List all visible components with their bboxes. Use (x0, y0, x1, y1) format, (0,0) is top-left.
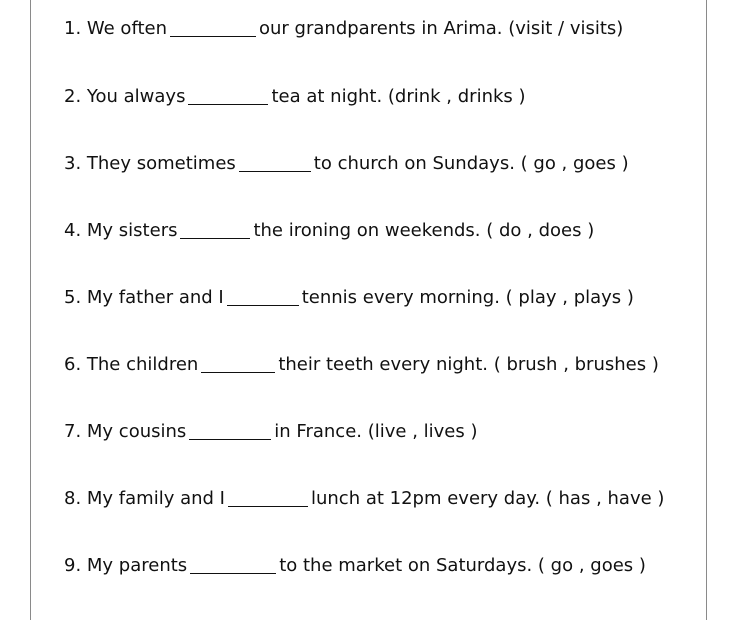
question-item-2 (64, 82, 526, 108)
question-2-end-text: tea at night. (drink , drinks ) (271, 86, 526, 107)
question-7-end-text: in France. (live , lives ) (274, 421, 478, 442)
question-8-answer-blank (228, 506, 308, 507)
question-7-answer-blank (189, 439, 271, 440)
question-6-end-text: their teeth every night. ( brush , brushes ) (278, 354, 659, 375)
question-4-answer-blank (180, 238, 250, 239)
question-4-start-text: 4. My sisters (64, 220, 178, 241)
question-item-8 (64, 484, 664, 510)
right-border-line (706, 0, 707, 620)
question-5-answer-blank (227, 305, 299, 306)
question-5-end-text: tennis every morning. ( play , plays ) (301, 287, 634, 308)
question-item-3 (64, 149, 629, 175)
question-9-answer-blank (190, 573, 276, 574)
question-1-start-text: 1. We often (64, 18, 168, 39)
question-3-start-text: 3. They sometimes (64, 153, 236, 174)
question-1-answer-blank (170, 36, 256, 37)
question-item-4 (64, 216, 594, 242)
question-1-end-text: our grandparents in Arima. (visit / visits) (259, 18, 624, 39)
question-8-end-text: lunch at 12pm every day. ( has , have ) (310, 488, 665, 509)
question-4-end-text: the ironing on weekends. ( do , does ) (253, 220, 595, 241)
question-2-answer-blank (188, 104, 268, 105)
question-3-end-text: to church on Sundays. ( go , goes ) (313, 153, 629, 174)
question-7-start-text: 7. My cousins (64, 421, 187, 442)
question-item-7 (64, 417, 478, 443)
question-9-end-text: to the market on Saturdays. ( go , goes ) (279, 555, 646, 576)
question-item-1 (64, 14, 623, 40)
question-3-answer-blank (239, 171, 311, 172)
question-item-9 (64, 551, 646, 577)
question-5-start-text: 5. My father and I (64, 287, 224, 308)
left-border-line (30, 0, 31, 620)
question-6-answer-blank (201, 372, 275, 373)
question-2-start-text: 2. You always (64, 86, 186, 107)
question-6-start-text: 6. The children (64, 354, 199, 375)
question-8-start-text: 8. My family and I (64, 488, 225, 509)
question-9-start-text: 9. My parents (64, 555, 188, 576)
question-item-6 (64, 350, 659, 376)
question-item-5 (64, 283, 634, 309)
